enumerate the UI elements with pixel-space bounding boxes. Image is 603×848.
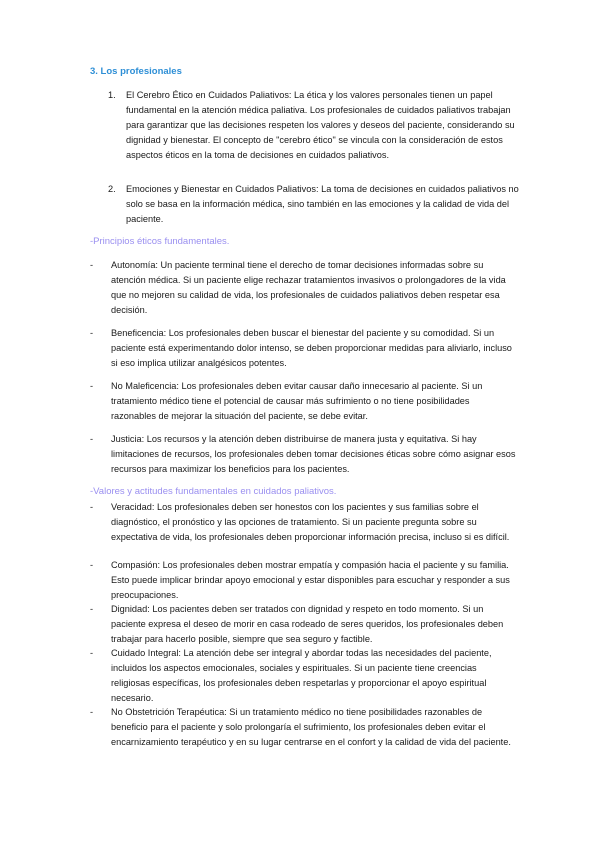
item-text: El Cerebro Ético en Cuidados Paliativos: La ética y los valores personales tienen un papel fundamental en la atención médica paliativa. Los profesionales de cuidados paliativos trabajan para garantizar que las decisiones respeten los valores y deseos del paciente, considerando su dignidad y bienestar. El concepto de "cerebro ético" se vincula con la consideración de estos aspectos éticos en la toma de decisiones en cuidados paliativos. <box>126 90 515 160</box>
list-item-text: Veracidad: Los profesionales deben ser honestos con los pacientes y sus familias sobre el diagnóstico, el pronóstico y las opciones de tratamiento. Si un paciente pregunta sobre su expectativa de vida, los profesionales deben proporcionar información precisa, incluso si es difícil. <box>111 502 510 542</box>
subsection-heading: -Valores y actitudes fundamentales en cuidados paliativos. <box>90 486 337 497</box>
list-item-text: No Maleficencia: Los profesionales deben evitar causar daño innecesario al paciente. Si un tratamiento médico tiene el potencial de causar más sufrimiento o no tiene posibilidades razonables de mejorar la situación del paciente, se debe evitar. <box>111 381 483 421</box>
list-item-text: Cuidado Integral: La atención debe ser integral y abordar todas las necesidades del paciente, incluidos los aspectos emocionales, sociales y espirituales. Si un paciente tiene creencias religiosas específicas, los profesionales deben respetarlas y proporcionar el apoyo espiritual necesario. <box>111 648 492 703</box>
bullet: - <box>90 381 94 391</box>
bullet: - <box>90 260 94 270</box>
bullet: - <box>90 648 94 658</box>
list-item-text: Autonomía: Un paciente terminal tiene el derecho de tomar decisiones informadas sobre su atención médica. Si un paciente elige rechazar tratamientos invasivos o prolongadores de la vida que no mejoren su calidad de vida, los profesionales de cuidados paliativos deben respetar esa decisión. <box>111 260 506 315</box>
bullet: - <box>90 434 94 444</box>
list-item-text: Beneficencia: Los profesionales deben buscar el bienestar del paciente y su comodidad. Si un paciente está experimentando dolor intenso, se deben proporcionar medidas para aliviarlo, incluso si eso implica utilizar analgésicos potentes. <box>111 328 512 368</box>
list-item-text: No Obstetrición Terapéutica: Si un tratamiento médico no tiene posibilidades razonables de beneficio para el paciente y solo prolongaría el sufrimiento, los profesionales deben evitar el encarnizamiento terapéutico y en su lugar centrarse en el confort y la calidad de vida del paciente. <box>111 707 511 747</box>
item-number: 2. <box>108 184 116 194</box>
list-item-text: Compasión: Los profesionales deben mostrar empatía y compasión hacia el paciente y su familia. Esto puede implicar brindar apoyo emocional y estar disponibles para escuchar y responder a sus preocupaciones. <box>111 560 510 600</box>
bullet: - <box>90 707 94 717</box>
subsection-heading: -Principios éticos fundamentales. <box>90 236 230 247</box>
bullet: - <box>90 604 94 614</box>
item-text: Emociones y Bienestar en Cuidados Paliativos: La toma de decisiones en cuidados paliativos no solo se basa en la información médica, sino también en las emociones y la calidad de vida del paciente. <box>126 184 519 224</box>
section-heading: 3. Los profesionales <box>90 66 182 77</box>
bullet: - <box>90 502 94 512</box>
item-number: 1. <box>108 90 116 100</box>
bullet: - <box>90 560 94 570</box>
list-item-text: Justicia: Los recursos y la atención deben distribuirse de manera justa y equitativa. Si hay limitaciones de recursos, los profesionales deben tomar decisiones éticas sobre cómo asignar esos recursos para maximizar los beneficios para los pacientes. <box>111 434 516 474</box>
bullet: - <box>90 328 94 338</box>
list-item-text: Dignidad: Los pacientes deben ser tratados con dignidad y respeto en todo momento. Si un paciente expresa el deseo de morir en casa rodeado de seres queridos, los profesionales deben trabajar para hacerlo posible, siempre que sea seguro y factible. <box>111 604 504 644</box>
